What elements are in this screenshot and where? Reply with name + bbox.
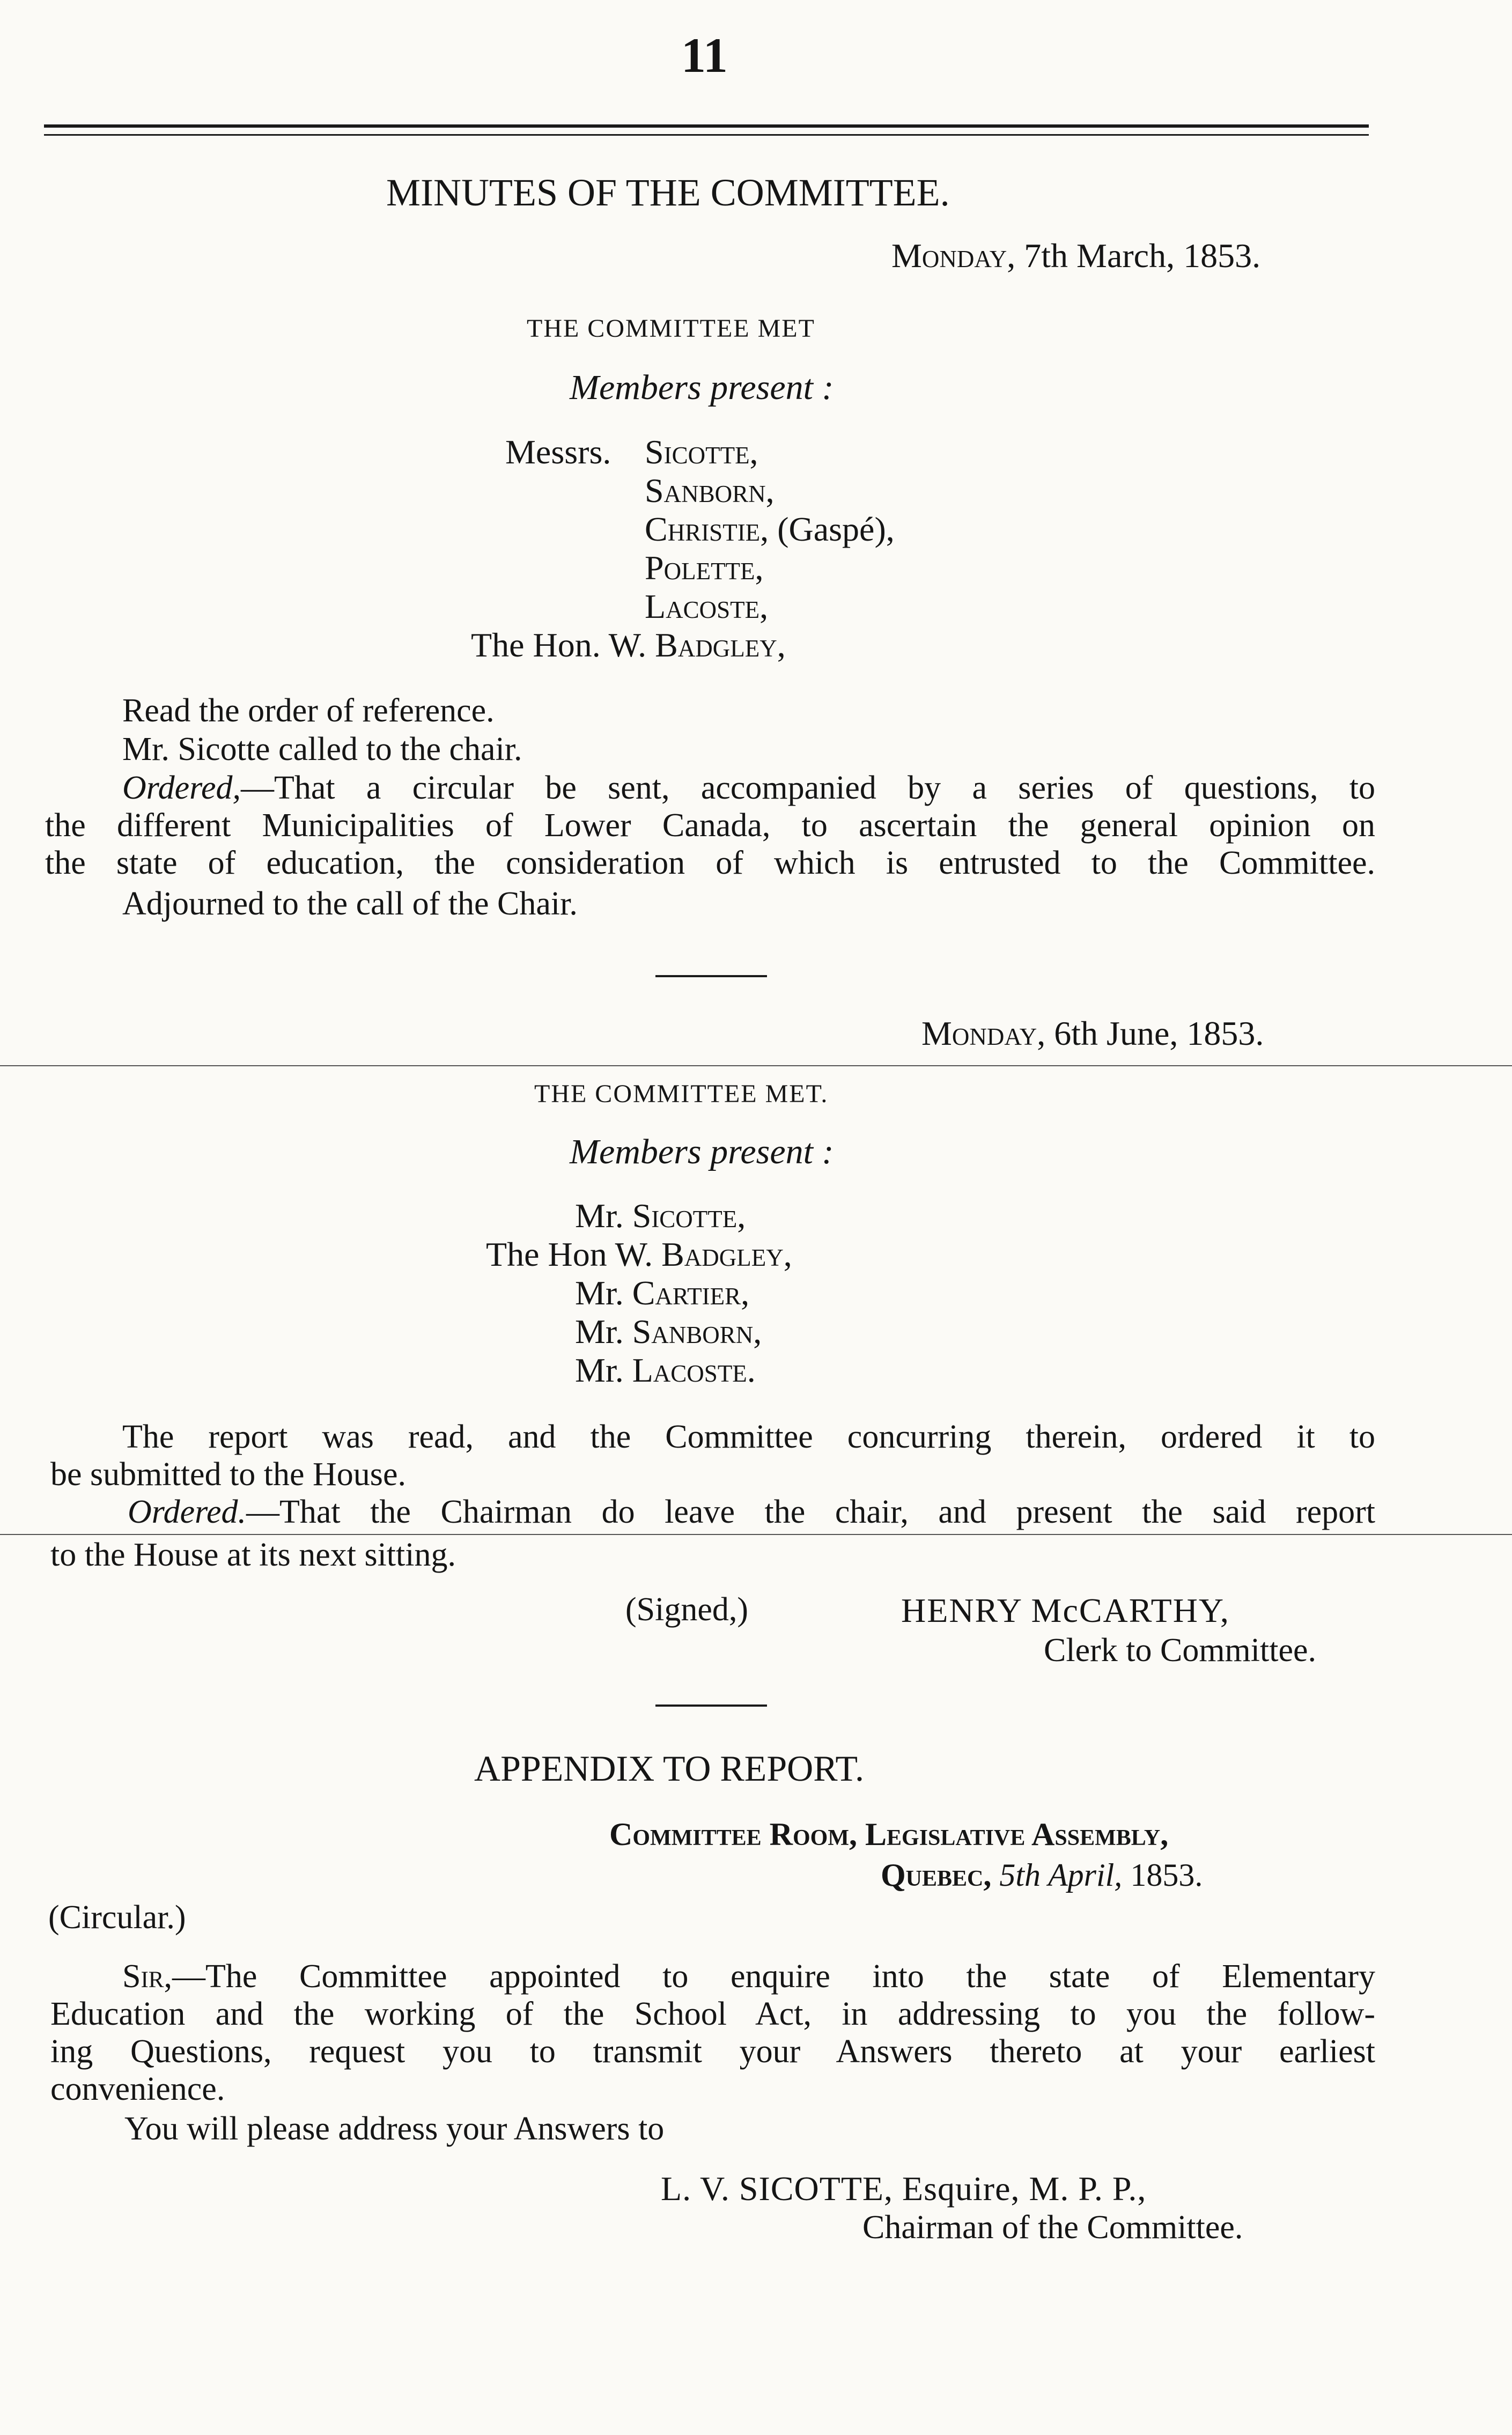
meeting2-report-line2: be submitted to the House. xyxy=(50,1456,406,1493)
meeting2-ordered-line1 xyxy=(50,1493,1375,1531)
appendix-body-line3: ing Questions, request you to transmit your Answers thereto at your earliest xyxy=(50,2033,1375,2070)
signature-title: Clerk to Committee. xyxy=(1044,1632,1316,1669)
meeting2-member-2-name: Badgley, xyxy=(661,1235,792,1273)
meeting1-date-day: Monday, xyxy=(891,237,1016,275)
meeting2-member-4-name: Sanborn, xyxy=(632,1312,762,1351)
member-sanborn: Sanborn, xyxy=(645,471,775,510)
appendix-location-date: 5th April, xyxy=(991,1857,1123,1893)
appendix-body-text1: —The Committee appointed to enquire into the state of Elementary xyxy=(172,1958,1375,1995)
meeting2-member-1-prefix: Mr. xyxy=(575,1197,624,1235)
member-christie: Christie, xyxy=(645,510,769,548)
circular-label: (Circular.) xyxy=(48,1899,186,1936)
adjourned-line: Adjourned to the call of the Chair. xyxy=(122,886,578,922)
meeting2-date-day: Monday, xyxy=(921,1014,1046,1052)
meeting2-member-4 xyxy=(575,1312,762,1352)
meeting1-date-rest: 7th March, 1853. xyxy=(1015,237,1261,275)
meeting2-member-3-prefix: Mr. xyxy=(575,1274,624,1312)
meeting2-report-line1: The report was read, and the Committee concurring therein, ordered it to xyxy=(122,1419,1375,1455)
meeting1-ordered-line1 xyxy=(45,769,1375,807)
read-order-line: Read the order of reference. xyxy=(122,692,495,729)
meeting2-members-heading xyxy=(570,1132,834,1172)
appendix-title: APPENDIX TO REPORT. xyxy=(474,1748,865,1789)
header-rule-thin xyxy=(44,134,1369,136)
meeting2-report-paragraph xyxy=(50,1418,1375,1531)
chair-line: Mr. Sicotte called to the chair. xyxy=(122,731,522,768)
meeting1-ordered-paragraph xyxy=(45,769,1375,882)
meeting1-messrs: Messrs. xyxy=(505,433,611,471)
appendix-address-line: You will please address your Answers to xyxy=(124,2111,665,2147)
meeting1-ordered-text1: —That a circular be sent, accompanied by a series of questions, to xyxy=(240,770,1375,806)
appendix-sir: Sir, xyxy=(122,1958,172,1995)
member-badgley: Badgley, xyxy=(655,626,786,664)
meeting1-members-heading-text: Members present : xyxy=(570,368,834,407)
meeting2-member-3 xyxy=(575,1273,749,1313)
member-polette: Polette, xyxy=(645,549,764,587)
appendix-addressee-name: L. V. SICOTTE, Esquire, M. P. P., xyxy=(661,2170,1147,2208)
meeting1-members-heading xyxy=(570,367,834,408)
meeting2-member-5-prefix: Mr. xyxy=(575,1351,624,1389)
member-hon-prefix: The Hon. W. xyxy=(471,626,647,664)
fold-line-2 xyxy=(0,1534,1512,1535)
page-number: 11 xyxy=(681,28,728,83)
member-lacoste: Lacoste, xyxy=(645,587,769,625)
appendix-body-line2: Education and the working of the School Act, in addressing to you the follow- xyxy=(50,1996,1375,2032)
meeting2-member-2 xyxy=(486,1235,792,1274)
meeting1-committee-met: THE COMMITTEE MET xyxy=(527,314,815,343)
meeting2-member-1 xyxy=(575,1196,746,1236)
meeting2-date-rest: 6th June, 1853. xyxy=(1045,1014,1264,1052)
meeting2-member-3-name: Cartier, xyxy=(632,1274,750,1312)
signature-signed: (Signed,) xyxy=(625,1591,749,1628)
meeting2-member-5 xyxy=(575,1351,756,1390)
appendix-location-city: Quebec, xyxy=(881,1857,992,1893)
section-separator-1 xyxy=(655,975,767,977)
meeting2-member-4-prefix: Mr. xyxy=(575,1312,624,1351)
member-christie-note: (Gaspé), xyxy=(769,510,895,548)
meeting2-ordered-line2: to the House at its next sitting. xyxy=(50,1537,456,1573)
meeting2-member-5-name: Lacoste. xyxy=(632,1351,756,1389)
section-separator-2 xyxy=(655,1704,767,1707)
meeting2-member-2-prefix: The Hon W. xyxy=(486,1235,653,1273)
meeting2-committee-met: THE COMMITTEE MET. xyxy=(534,1080,829,1108)
appendix-body-line1 xyxy=(50,1958,1375,1995)
meeting2-member-1-name: Sicotte, xyxy=(632,1197,746,1235)
minutes-title: MINUTES OF THE COMMITTEE. xyxy=(386,171,950,214)
meeting2-ordered-text1: —That the Chairman do leave the chair, and present the said report xyxy=(246,1494,1375,1530)
meeting1-ordered-line3: the state of education, the consideration of which is entrusted to the Committee. xyxy=(45,845,1375,881)
appendix-location-year: 1853. xyxy=(1122,1857,1203,1893)
appendix-addressee-title: Chairman of the Committee. xyxy=(862,2209,1243,2246)
meeting1-date xyxy=(891,236,1260,276)
member-christie-line xyxy=(645,510,895,549)
member-hon-badgley-line xyxy=(471,625,786,665)
meeting2-date xyxy=(921,1014,1264,1053)
meeting2-members-heading-text: Members present : xyxy=(570,1132,834,1171)
member-sicotte: Sicotte, xyxy=(645,433,758,471)
meeting2-ordered-label: Ordered. xyxy=(128,1494,246,1530)
header-rule xyxy=(44,124,1369,128)
appendix-body-line4: convenience. xyxy=(50,2071,225,2107)
appendix-body-paragraph xyxy=(50,1958,1375,2108)
signature-name: HENRY McCARTHY, xyxy=(901,1591,1230,1629)
fold-line-1 xyxy=(0,1065,1512,1066)
meeting1-ordered-line2: the different Municipalities of Lower Canada, to ascertain the general opinion on xyxy=(45,807,1375,844)
meeting1-ordered-label: Ordered, xyxy=(122,770,241,806)
appendix-location-line2 xyxy=(881,1857,1203,1894)
appendix-location-line1: Committee Room, Legislative Assembly, xyxy=(609,1817,1169,1852)
